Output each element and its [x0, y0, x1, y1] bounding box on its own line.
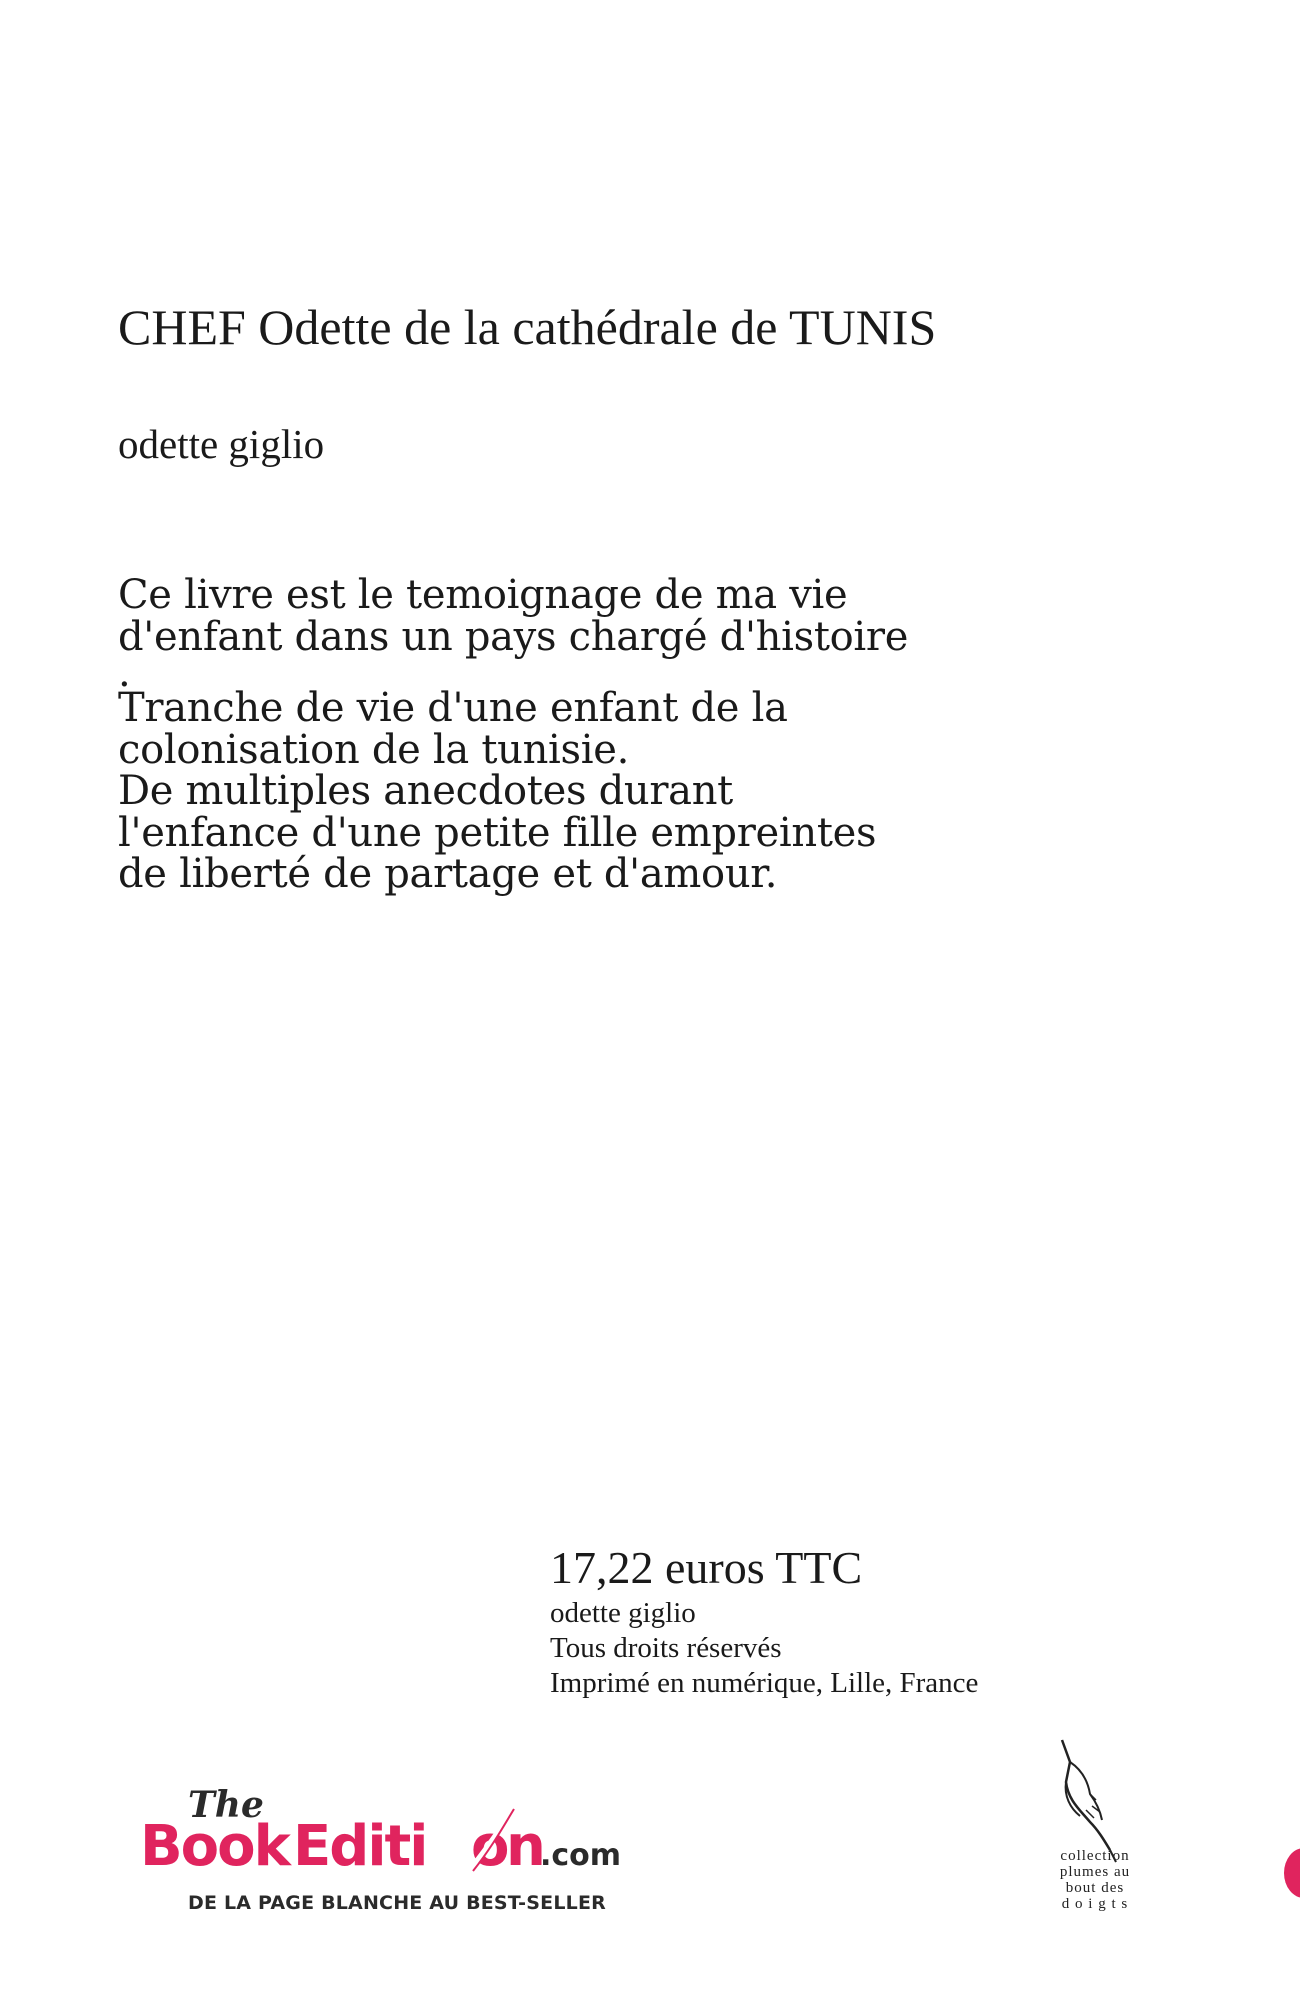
book-blurb: [118, 572, 1078, 897]
book-author: odette giglio: [118, 421, 325, 467]
edge-decoration: [1284, 1848, 1300, 1898]
imprint-rights: Tous droits réservés: [550, 1632, 782, 1664]
collection-line: bout des: [1065, 1880, 1125, 1896]
blurb-line: d'enfant dans un pays chargé d'histoire: [118, 613, 909, 660]
blurb-line: De multiples anecdotes durant: [118, 768, 733, 814]
logo-o: o: [471, 1814, 510, 1879]
bookedition-logo: [140, 1785, 700, 1885]
collection-line: plumes au: [1059, 1864, 1131, 1880]
logo-edition: Editi: [293, 1814, 427, 1879]
collection-label: [1030, 1848, 1160, 1912]
imprint-block: [550, 1540, 978, 1701]
collection-line: collection: [1060, 1848, 1130, 1864]
logo-book: Book: [140, 1814, 289, 1879]
blurb-line: .: [118, 650, 131, 696]
blurb-line: de liberté de partage et d'amour.: [118, 851, 778, 897]
price: 17,22 euros TTC: [550, 1542, 863, 1593]
blurb-line: Ce livre est le temoignage de ma vie: [118, 572, 848, 618]
blurb-line: l'enfance d'une petite fille empreintes: [118, 809, 877, 856]
book-title: CHEF Odette de la cathédrale de TUNIS: [118, 299, 937, 355]
logo-com: .com: [540, 1838, 622, 1873]
logo-the: The: [188, 1785, 264, 1826]
logo-n: n: [506, 1814, 546, 1879]
logo-tagline: DE LA PAGE BLANCHE AU BEST-SELLER: [188, 1892, 606, 1914]
imprint-printed: Imprimé en numérique, Lille, France: [550, 1667, 979, 1699]
collection-line: d o i g t s: [1061, 1896, 1129, 1912]
blurb-line: Tranche de vie d'une enfant de la: [118, 685, 788, 731]
imprint-author: odette giglio: [550, 1597, 696, 1629]
blurb-line: colonisation de la tunisie.: [118, 726, 630, 773]
